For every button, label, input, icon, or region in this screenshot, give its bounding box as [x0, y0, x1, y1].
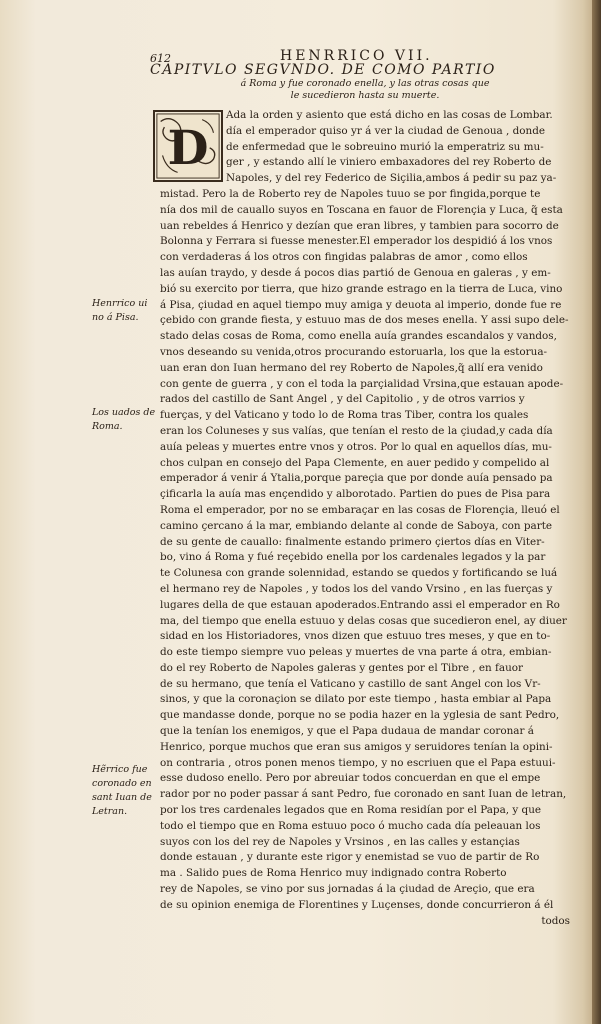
text-line: çificarla la auía mas ençendido y alborotado. Partien do pues de Pisa para — [160, 488, 551, 501]
text-line: esse dudoso enello. Pero por abreuiar todos concuerdan en que el empe — [160, 772, 541, 785]
text-line: lugares della de que estauan apoderados.Entrando assi el emperador en Ro — [160, 598, 560, 611]
margin-note-line: sant Iuan de — [92, 792, 152, 803]
text-line: uan rebeldes á Henrico y dezían que eran libres, y tambien para socorro de — [160, 219, 559, 232]
margin-note-pisa — [92, 297, 160, 325]
text-line: fuerças, y del Vaticano y todo lo de Roma tras Tiber, contra los quales — [160, 409, 529, 422]
margin-note-line: Henrrico ui — [92, 298, 148, 309]
decorated-initial-d-icon — [155, 112, 221, 180]
margin-note-line: Roma. — [92, 421, 123, 432]
text-line: rados del castillo de Sant Angel , y del Capitolio , y de otros varrios y — [160, 393, 525, 406]
text-line: rador por no poder passar á sant Pedro, fue coronado en sant Iuan de letran, — [160, 788, 567, 801]
decorated-initial — [153, 110, 223, 182]
text-line: suyos con los del rey de Napoles y Vrsinos , en las calles y estançias — [160, 835, 520, 848]
text-line: que la tenían los enemigos, y que el Papa dudaua de mandar coronar á — [160, 725, 534, 738]
page-number: 612 — [150, 52, 171, 65]
body-text — [160, 108, 570, 929]
text-line: nía dos mil de cauallo suyos en Toscana en fauor de Florençia y Luca, q̃ esta — [160, 203, 563, 216]
text-line: con gente de guerra , y con el toda la parçialidad Vrsina,que estauan apode- — [160, 377, 564, 390]
text-line: día el emperador quiso yr á ver la ciudad de Genoua , donde — [226, 124, 546, 137]
page-edge — [592, 0, 601, 1024]
text-line: que mandasse donde, porque no se podia hazer en la yglesia de sant Pedro, — [160, 709, 560, 722]
text-line: ger , y estando allí le viniero embaxadores del rey Roberto de — [226, 156, 552, 169]
text-line: mistad. Pero la de Roberto rey de Napoles tuuo se por fingida,porque te — [160, 187, 541, 200]
text-line: de su opinion enemiga de Florentines y Luçenses, donde concurrieron á él — [160, 898, 554, 911]
text-line: de su hermano, que tenía el Vaticano y castillo de sant Angel con los Vr- — [160, 677, 541, 690]
text-line: stado delas cosas de Roma, como enella auía grandes escandalos y vandos, — [160, 330, 557, 343]
text-line: sidad en los Historiadores, vnos dizen que estuuo tres meses, y que en to- — [160, 630, 551, 643]
text-line: emperador á venir á Ytalia,porque pareçia que por donde auía pensado pa — [160, 472, 553, 485]
text-line: rey de Napoles, se vino por sus jornadas á la çiudad de Areçio, que era — [160, 883, 535, 896]
margin-note-line: Hẽrrico fue — [92, 764, 148, 775]
text-line: çebido con grande fiesta, y estuuo mas de dos meses enella. Y assi supo dele- — [160, 314, 569, 327]
text-line: on contraria , otros ponen menos tiempo, y no escriuen que el Papa estuui- — [160, 756, 556, 769]
margin-note-line: coronado en — [92, 778, 152, 789]
text-line: eran los Coluneses y sus valías, que tenían el resto de la çiudad,y cada día — [160, 424, 553, 437]
text-line: do el rey Roberto de Napoles galeras y gentes por el Tibre , en fauor — [160, 661, 523, 674]
margin-note-line: Letran. — [92, 806, 128, 817]
text-line: á Pisa, çiudad en aquel tiempo muy amiga y deuota al imperio, donde fue re — [160, 298, 562, 311]
text-line: Napoles, y del rey Federico de Siçilia,ambos á pedir su paz ya- — [226, 172, 557, 185]
text-line: auía peleas y muertes entre vnos y otros. Por lo qual en aquellos días, mu- — [160, 440, 552, 453]
running-title: HENRRICO VII. — [280, 48, 433, 64]
initial-letter: D — [167, 120, 209, 176]
text-line: Roma el emperador, por no se embaraçar en las cosas de Florençia, lleuó el — [160, 503, 560, 516]
text-line: chos culpan en consejo del Papa Clemente, en auer pedido y compelido al — [160, 456, 550, 469]
text-line: do este tiempo siempre vuo peleas y muertes de vna parte á otra, embian- — [160, 646, 552, 659]
text-line: ma, del tiempo que enella estuuo y delas cosas que sucedieron enel, ay diuer — [160, 614, 567, 627]
text-line: por los tres cardenales legados que en Roma residían por el Papa, y que — [160, 804, 542, 817]
text-line: de enfermedad que le sobreuino murió la emperatriz su mu- — [226, 140, 544, 153]
text-line: bió su exercito por tierra, que hizo grande estrago en la tierra de Luca, vino — [160, 282, 563, 295]
chapter-subheading — [200, 78, 530, 102]
margin-note-line: Los uados de — [92, 407, 156, 418]
text-line: camino çercano á la mar, embiando delante al conde de Saboya, con parte — [160, 519, 553, 532]
margin-note-vandos — [92, 406, 160, 434]
text-line: uan eran don Iuan hermano del rey Roberto de Napoles,q̃ allí era venido — [160, 361, 543, 374]
text-line: Ada la orden y asiento que está dicho en las cosas de Lombar. — [226, 109, 553, 121]
text-line: vnos deseando su venida,otros procurando estoruarla, los que la estorua- — [160, 345, 548, 358]
chapter-heading: CAPITVLO SEGVNDO. DE COMO PARTIO — [150, 62, 496, 78]
text-line: Bolonna y Ferrara si fuesse menester.El emperador los despidió á los vnos — [160, 235, 553, 248]
text-line: todos — [541, 914, 570, 927]
text-line: ma . Salido pues de Roma Henrico muy indignado contra Roberto — [160, 867, 507, 880]
text-line: el hermano rey de Napoles , y todos los del vando Vrsino , en las fuerças y — [160, 582, 553, 595]
text-line: las auían traydo, y desde á pocos dias partió de Genoua en galeras , y em- — [160, 266, 551, 279]
subheading-line: le sucedieron hasta su muerte. — [290, 90, 440, 101]
margin-note-line: no á Pisa. — [92, 312, 139, 323]
text-line: bo, vino á Roma y fué reçebido enella por los cardenales legados y la par — [160, 551, 546, 564]
text-line: todo el tiempo que en Roma estuuo poco ó mucho cada día peleauan los — [160, 819, 541, 832]
margin-note-coronation — [92, 763, 160, 819]
text-line: donde estauan , y durante este rigor y enemistad se vuo de partir de Ro — [160, 851, 540, 864]
text-line: de su gente de cauallo: finalmente estando primero çiertos días en Viter- — [160, 535, 545, 548]
text-line: con verdaderas á los otros con fingidas palabras de amor , como ellos — [160, 251, 528, 264]
text-line: te Colunesa con grande solennidad, estando se quedos y fortificando se luá — [160, 567, 558, 580]
text-line: Henrico, porque muchos que eran sus amigos y seruidores tenían la opini- — [160, 740, 553, 753]
subheading-line: á Roma y fue coronado enella, y las otras cosas que — [240, 78, 490, 89]
text-line: sinos, y que la coronaçion se dilato por este tiempo , hasta embiar al Papa — [160, 693, 552, 706]
